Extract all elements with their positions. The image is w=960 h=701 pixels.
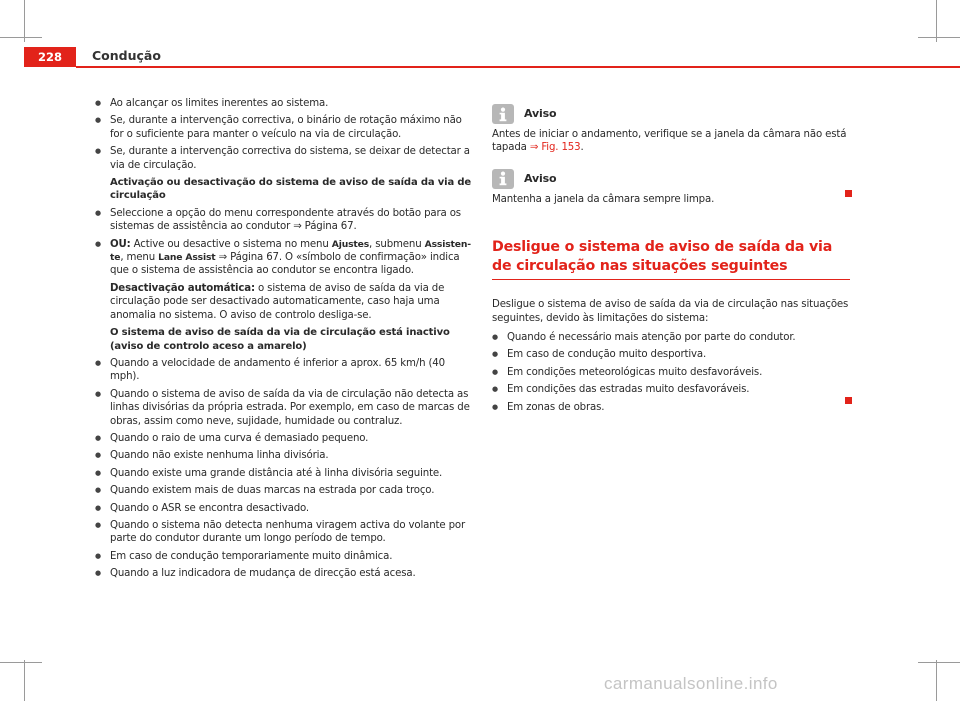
- note-text: [492, 128, 850, 155]
- section-end-mark: [845, 397, 852, 404]
- subheading: Activação ou desactivação do sistema de aviso de saída da via de circulação: [110, 177, 472, 202]
- crop-mark: [918, 37, 960, 38]
- text-run: .: [580, 142, 584, 154]
- list-item: ● Quando a luz indicadora de mudança de direcção está acesa.: [95, 567, 472, 580]
- list-item: ● Em condições das estradas muito desfavoráveis.: [492, 383, 850, 396]
- note-header: [492, 169, 850, 189]
- text-run: o sistema de aviso de saída da via de circulação pode ser desactivado automaticamente, caso haja uma anomalia no sistema. O aviso de controlo desliga-se.: [110, 282, 445, 321]
- left-column: [110, 97, 472, 585]
- paragraph: Desligue o sistema de aviso de saída da via de circulação nas situações seguintes, devido às limitações do sistema:: [492, 299, 849, 324]
- right-column: [492, 104, 850, 418]
- note-text: Mantenha a janela da câmara sempre limpa.: [492, 193, 715, 205]
- list-item: ● Quando o raio de uma curva é demasiado pequeno.: [95, 432, 472, 445]
- crop-mark: [936, 660, 937, 701]
- text-run: Active ou desactive o sistema no menu: [130, 238, 332, 250]
- figure-link[interactable]: ⇒ Fig. 153: [529, 142, 581, 154]
- page-number: 228: [24, 47, 76, 67]
- situations-list: [492, 331, 850, 414]
- list-item: ● Quando existe uma grande distância até à linha divisória seguinte.: [95, 467, 472, 480]
- list-item: ● Quando o ASR se encontra desactivado.: [95, 502, 472, 515]
- list-item: ● Se, durante a intervenção correctiva, o binário de rotação máximo não for o suficiente para manter o veículo na via de circulação.: [95, 114, 472, 141]
- paragraph-lead: Desactivação automática:: [110, 282, 255, 294]
- menu-ajustes: Ajustes: [331, 238, 370, 250]
- crop-mark: [24, 0, 25, 42]
- list-item: ● Quando o sistema não detecta nenhuma viragem activa do volante por parte do condutor durante um longo período de tempo.: [95, 519, 472, 546]
- crop-mark: [936, 0, 937, 42]
- list-item: ● Seleccione a opção do menu correspondente através do botão para os sistemas de assistência ao condutor ⇒ Página 67.: [95, 207, 472, 234]
- list-item: ● Se, durante a intervenção correctiva do sistema, se deixar de detectar a via de circulação.: [95, 145, 472, 172]
- list-item: ● Em caso de condução muito desportiva.: [492, 348, 850, 361]
- menu-lane-assist: Lane Assist: [158, 252, 216, 264]
- text-run: Antes de iniciar o andamento, verifique se a janela da câmara não está tapada: [492, 129, 847, 154]
- list-item: ● Quando a velocidade de andamento é inferior a aprox. 65 km/h (40 mph).: [95, 357, 472, 384]
- text-run: , submenu: [369, 238, 425, 250]
- page-title: Condução: [92, 48, 161, 63]
- paragraph: [110, 282, 472, 322]
- note-label: Aviso: [524, 107, 557, 121]
- header-rule: [76, 66, 960, 68]
- list-item: ● Em zonas de obras.: [492, 401, 850, 414]
- section-title: Desligue o sistema de aviso de saída da via de circulação nas situações seguintes: [492, 238, 850, 280]
- watermark: carmanualsonline.info: [604, 674, 778, 693]
- list-item: ● Quando é necessário mais atenção por parte do condutor.: [492, 331, 850, 344]
- text-run: , menu: [120, 252, 159, 264]
- crop-mark: [0, 662, 42, 663]
- note-label: Aviso: [524, 172, 557, 186]
- crop-mark: [24, 660, 25, 701]
- subheading: O sistema de aviso de saída da via de circulação está inactivo (aviso de controlo aceso a amarelo): [110, 327, 450, 352]
- crop-mark: [918, 662, 960, 663]
- or-label: OU:: [110, 238, 131, 250]
- text-run: ⇒ Página 67. O «símbolo de confirmação» indica que o sistema de assistência ao condutor se encontra ligado.: [110, 252, 460, 277]
- list-item: ● Ao alcançar os limites inerentes ao sistema.: [95, 97, 472, 110]
- crop-mark: [0, 37, 42, 38]
- list-item: ● Quando não existe nenhuma linha divisória.: [95, 449, 472, 462]
- list-item: ● Em condições meteorológicas muito desfavoráveis.: [492, 366, 850, 379]
- info-icon: [492, 169, 514, 189]
- list-item: [95, 238, 472, 278]
- list-item: ● Em caso de condução temporariamente muito dinâmica.: [95, 550, 472, 563]
- info-icon: [492, 104, 514, 124]
- note-header: [492, 104, 850, 124]
- menu-assistente: Assistente: [110, 238, 472, 264]
- list-item: ● Quando o sistema de aviso de saída da via de circulação não detecta as linhas divisórias da própria estrada. Por exemplo, em caso de marcas de obras, assim como neve, sujidade, humidade ou contraluz.: [95, 388, 472, 428]
- list-item: ● Quando existem mais de duas marcas na estrada por cada troço.: [95, 484, 472, 497]
- section-end-mark: [845, 190, 852, 197]
